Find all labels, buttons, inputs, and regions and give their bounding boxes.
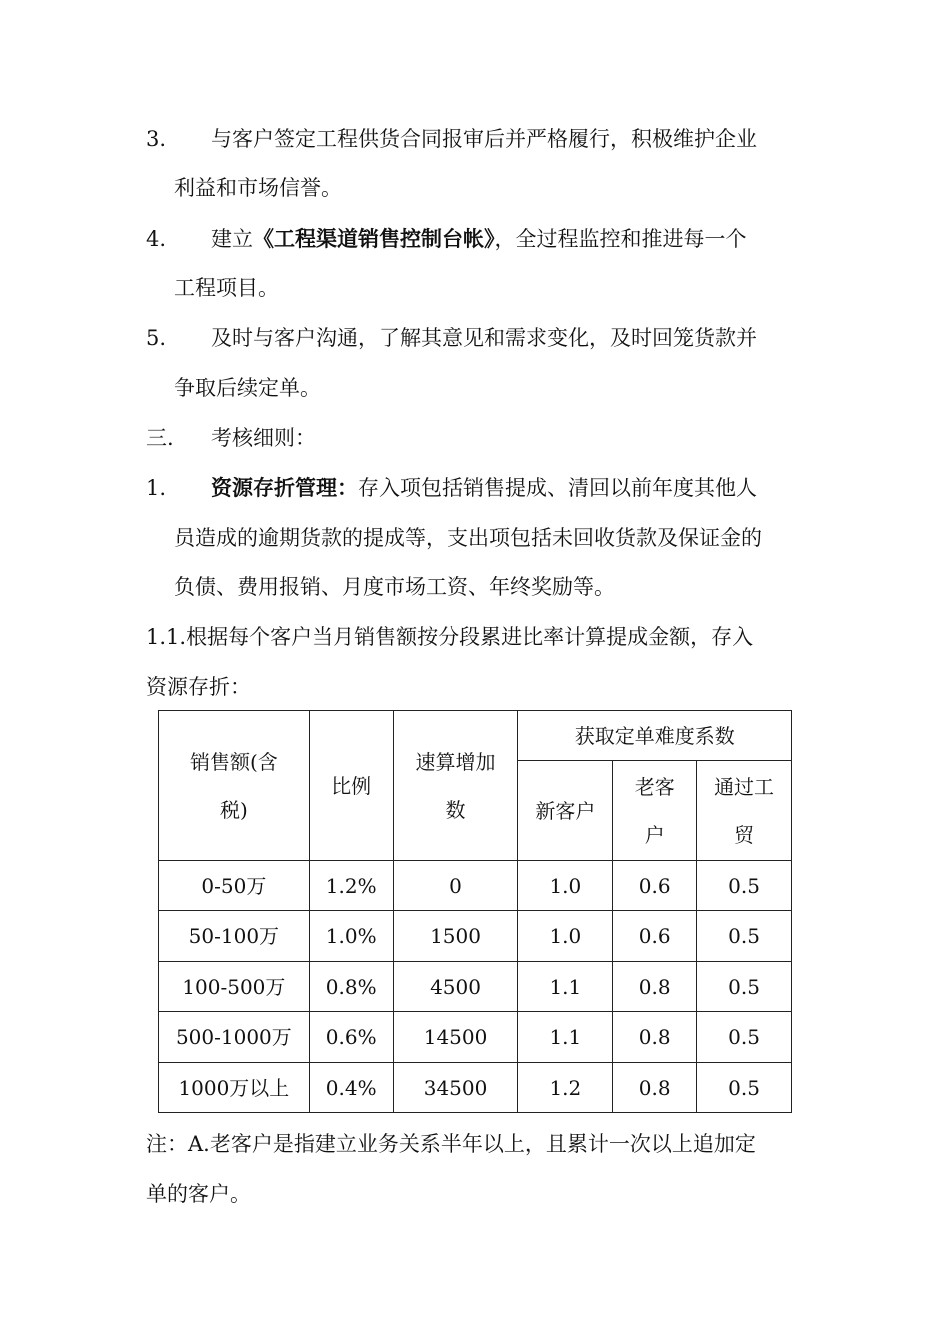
section-number: 三.: [146, 426, 174, 450]
header-old-customer: [613, 761, 697, 861]
cell-ratio: 0.4%: [309, 1063, 393, 1113]
header-difficulty: 获取定单难度系数: [518, 711, 792, 761]
section-title: 考核细则：: [211, 426, 316, 450]
table-row: [159, 911, 792, 962]
rule-1-line-2: 员造成的逾期货款的提成等，支出项包括未回收货款及保证金的: [174, 526, 762, 550]
cell-old: 0.8: [613, 962, 697, 1012]
cell-new: 1.0: [518, 911, 613, 962]
header-old-line-1: 老客: [634, 774, 675, 799]
cell-quick: 4500: [393, 962, 518, 1012]
cell-sales: 0-50万: [159, 861, 310, 911]
item-4-number: 4.: [146, 227, 167, 251]
cell-ratio: 0.8%: [309, 962, 393, 1012]
cell-old: 0.6: [613, 911, 697, 962]
item-3-number: 3.: [146, 127, 167, 151]
cell-trade: 0.5: [697, 1012, 792, 1063]
note-line-1: 注：A.老客户是指建立业务关系半年以上，且累计一次以上追加定: [146, 1132, 756, 1156]
item-5-line-1: 及时与客户沟通，了解其意见和需求变化，及时回笼货款并: [211, 326, 757, 350]
cell-quick: 0: [393, 861, 518, 911]
table-row: [159, 861, 792, 911]
cell-old: 0.8: [613, 1063, 697, 1113]
header-sales-line-1: 销售额(含: [189, 749, 278, 774]
cell-quick: 14500: [393, 1012, 518, 1063]
rule-1-number: 1.: [146, 476, 167, 500]
rule-1-line-1: [211, 473, 757, 503]
header-trade-line-2: 贸: [734, 822, 755, 847]
item-4-pre: 建立: [211, 227, 253, 251]
rule-1-line-3: 负债、费用报销、月度市场工资、年终奖励等。: [174, 575, 615, 599]
header-new-customer: 新客户: [518, 761, 613, 861]
header-trade: [697, 761, 792, 861]
cell-new: 1.2: [518, 1063, 613, 1113]
header-ratio: 比例: [309, 711, 393, 861]
rule-1-1-line-2: 资源存折：: [146, 675, 251, 699]
cell-old: 0.8: [613, 1012, 697, 1063]
rule-1-heading: 资源存折管理：: [211, 476, 358, 500]
header-old-line-2: 户: [644, 822, 665, 847]
cell-quick: 34500: [393, 1063, 518, 1113]
cell-trade: 0.5: [697, 1063, 792, 1113]
cell-sales: 1000万以上: [159, 1063, 310, 1113]
cell-new: 1.1: [518, 1012, 613, 1063]
header-sales: [159, 711, 310, 861]
header-sales-line-2: 税): [219, 797, 248, 822]
item-4-line-1: [211, 224, 747, 254]
cell-quick: 1500: [393, 911, 518, 962]
cell-trade: 0.5: [697, 861, 792, 911]
cell-sales: 50-100万: [159, 911, 310, 962]
table-row: [159, 1012, 792, 1063]
item-3-line-1: 与客户签定工程供货合同报审后并严格履行，积极维护企业: [211, 127, 757, 151]
cell-new: 1.1: [518, 962, 613, 1012]
item-5-number: 5.: [146, 326, 167, 350]
cell-ratio: 1.2%: [309, 861, 393, 911]
item-4-line-2: 工程项目。: [174, 276, 279, 300]
cell-new: 1.0: [518, 861, 613, 911]
header-quick-line-1: 速算增加: [415, 749, 496, 774]
header-quick: [393, 711, 518, 861]
table-row: [159, 1063, 792, 1113]
cell-trade: 0.5: [697, 962, 792, 1012]
note-line-2: 单的客户。: [146, 1182, 251, 1206]
rule-1-1-line-1: 1.1.根据每个客户当月销售额按分段累进比率计算提成金额，存入: [146, 625, 754, 649]
header-trade-line-1: 通过工: [714, 774, 775, 799]
header-quick-line-2: 数: [445, 797, 466, 822]
commission-table: [158, 710, 792, 1113]
cell-sales: 500-1000万: [159, 1012, 310, 1063]
cell-sales: 100-500万: [159, 962, 310, 1012]
item-4-ledger-title: 《工程渠道销售控制台帐》: [253, 227, 495, 251]
item-4-post: ，全过程监控和推进每一个: [494, 227, 747, 251]
cell-old: 0.6: [613, 861, 697, 911]
cell-ratio: 0.6%: [309, 1012, 393, 1063]
table-row: [159, 962, 792, 1012]
cell-trade: 0.5: [697, 911, 792, 962]
cell-ratio: 1.0%: [309, 911, 393, 962]
item-5-line-2: 争取后续定单。: [174, 376, 321, 400]
rule-1-text: 存入项包括销售提成、清回以前年度其他人: [358, 476, 757, 500]
item-3-line-2: 利益和市场信誉。: [174, 176, 342, 200]
